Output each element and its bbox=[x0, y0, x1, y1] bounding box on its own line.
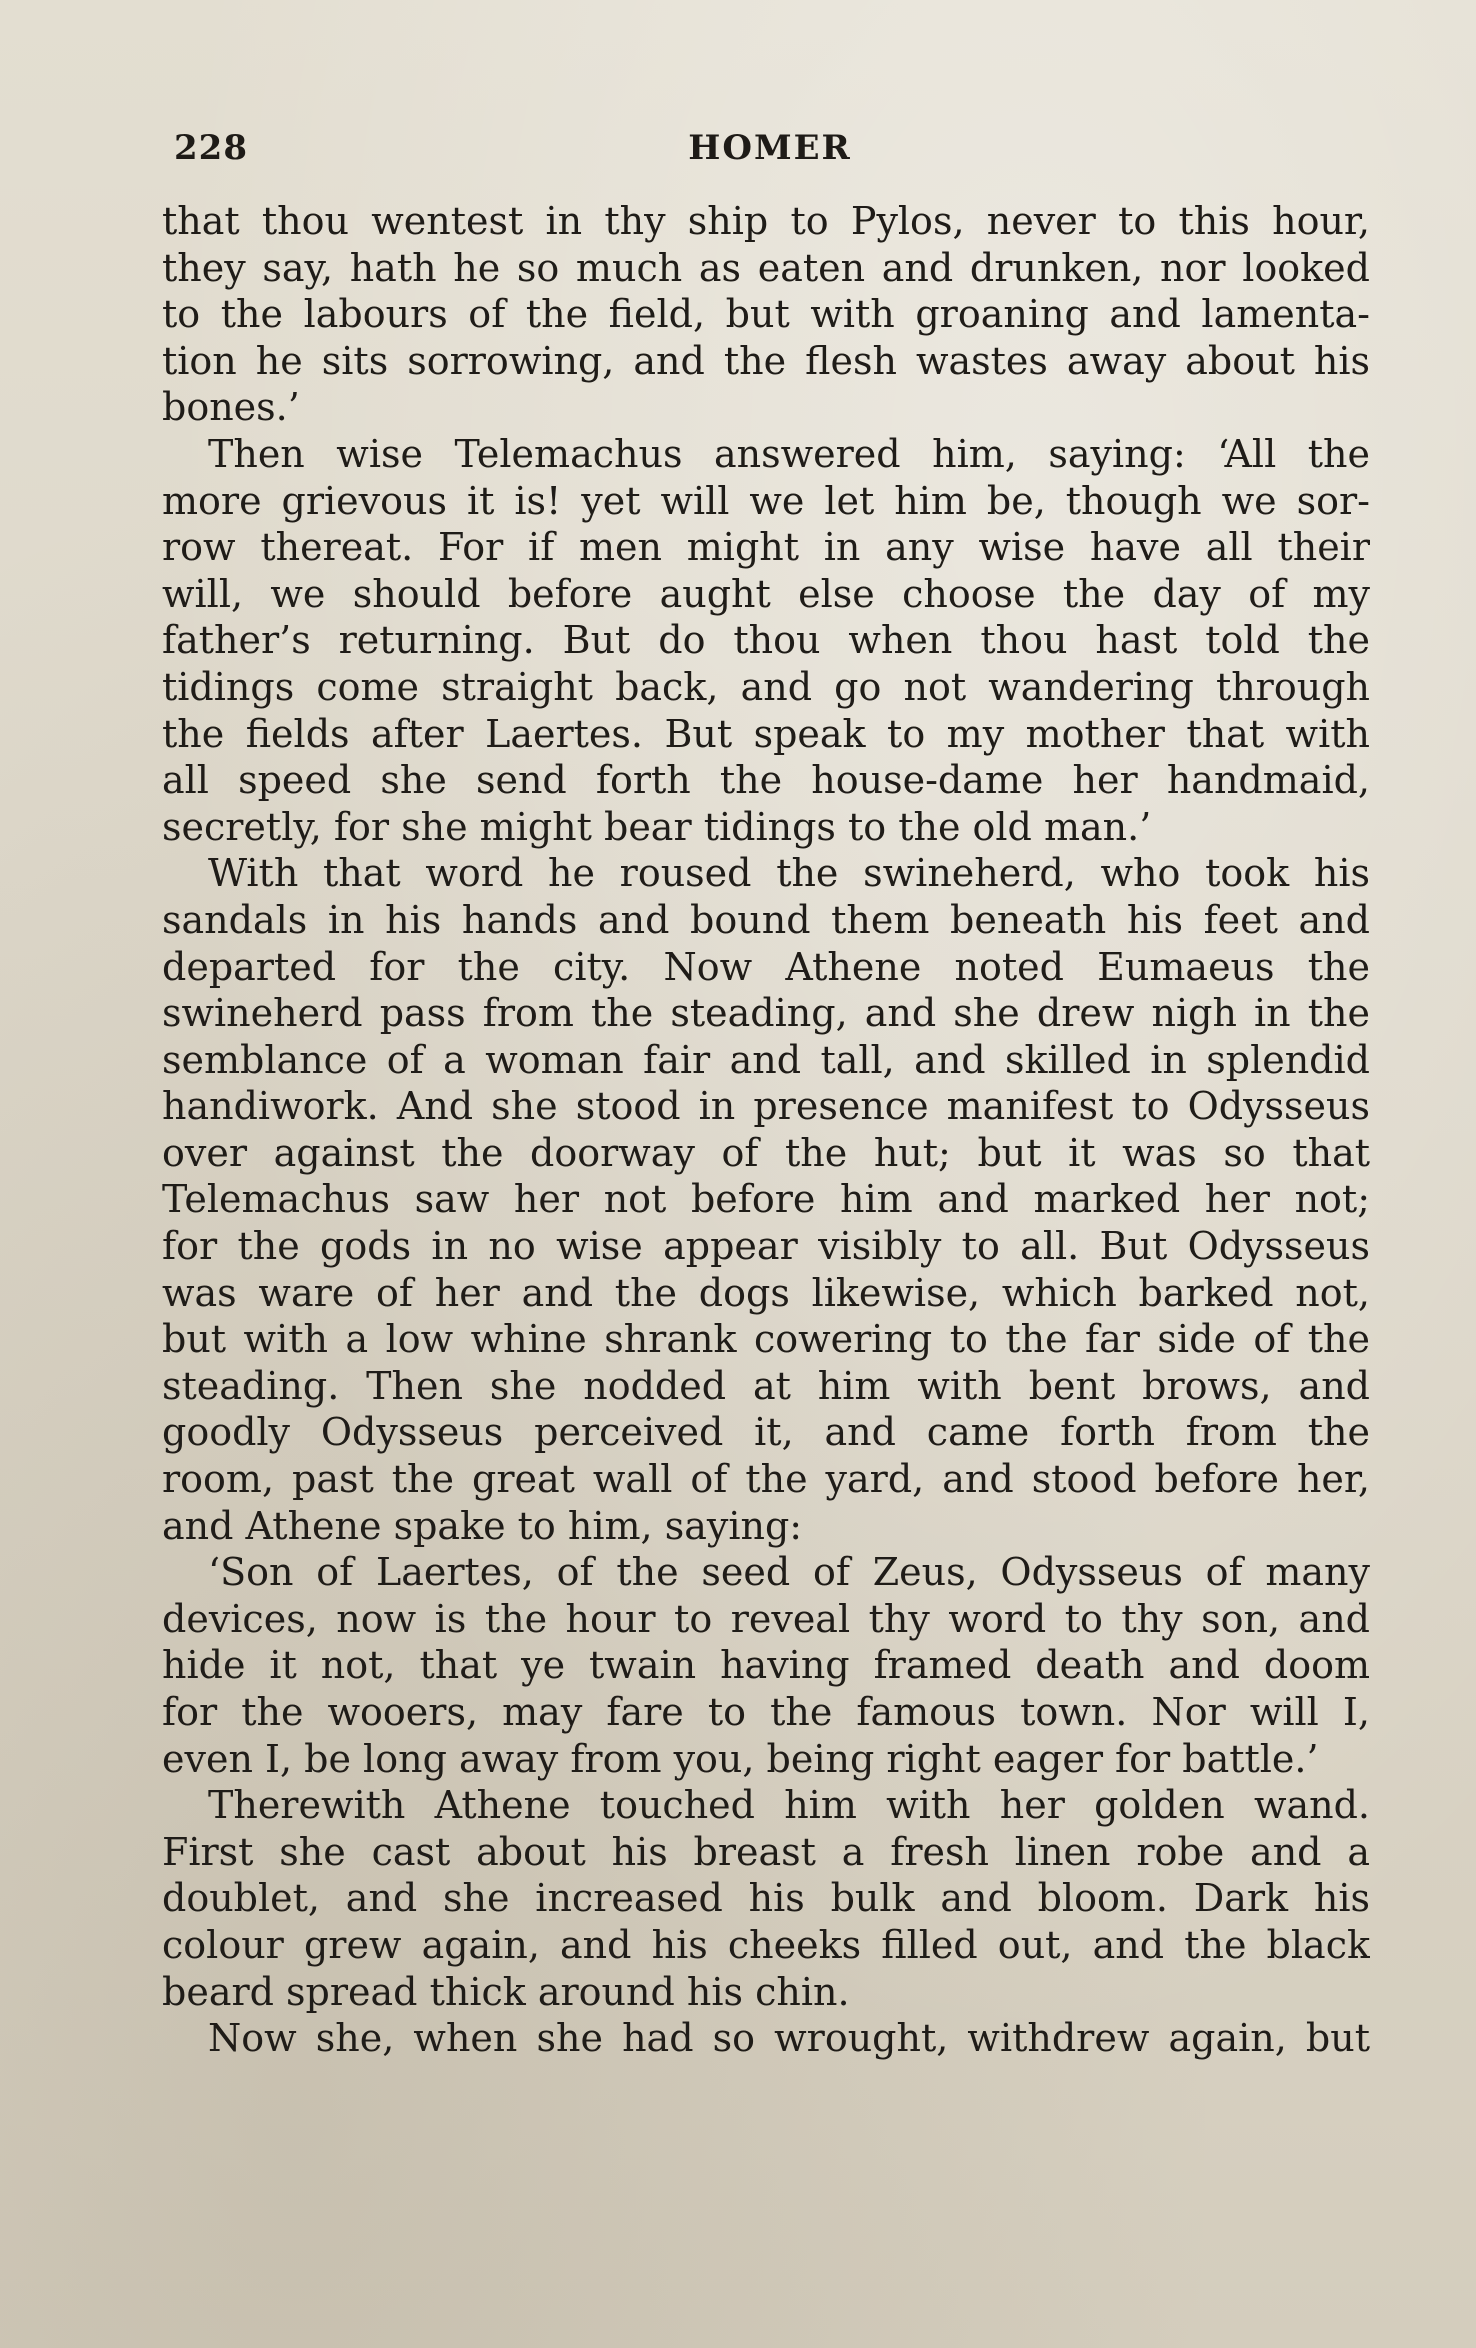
text-line: departed for the city. Now Athene noted Eumaeus the bbox=[162, 944, 1370, 989]
text-line: semblance of a woman fair and tall, and skilled in splendid bbox=[162, 1037, 1370, 1082]
text-line: steading. Then she nodded at him with bent brows, and bbox=[162, 1363, 1370, 1408]
text-line: and Athene spake to him, saying: bbox=[162, 1503, 803, 1548]
text-line: to the labours of the field, but with groaning and lamenta- bbox=[162, 292, 1370, 337]
text-line: the fields after Laertes. But speak to my mother that with bbox=[162, 711, 1370, 756]
text-line: that thou wentest in thy ship to Pylos, never to this hour, bbox=[162, 199, 1370, 243]
text-line: over against the doorway of the hut; but it was so that bbox=[162, 1130, 1370, 1175]
text-line: Telemachus saw her not before him and marked her not; bbox=[162, 1177, 1370, 1222]
running-head bbox=[170, 128, 1370, 176]
text-line: they say, hath he so much as eaten and drunken, nor looked bbox=[162, 245, 1370, 290]
text-line: tion he sits sorrowing, and the flesh wastes away about his bbox=[162, 338, 1370, 383]
text-line: row thereat. For if men might in any wise have all their bbox=[162, 525, 1370, 570]
text-line: for the wooers, may fare to the famous town. Nor will I, bbox=[162, 1690, 1370, 1734]
text-line: tidings come straight back, and go not wandering through bbox=[162, 664, 1370, 709]
text-line: goodly Odysseus perceived it, and came forth from the bbox=[162, 1410, 1370, 1455]
text-line: but with a low whine shrank cowering to the far side of the bbox=[162, 1317, 1370, 1362]
text-line: First she cast about his breast a fresh linen robe and a bbox=[162, 1829, 1370, 1874]
text-line: Now she, when she had so wrought, withdrew again, but bbox=[208, 2016, 1370, 2061]
text-line: swineherd pass from the steading, and she drew nigh in the bbox=[162, 991, 1370, 1036]
text-line: Therewith Athene touched him with her golden wand. bbox=[208, 1783, 1370, 1828]
text-line: colour grew again, and his cheeks filled out, and the black bbox=[162, 1922, 1370, 1967]
text-line: ‘Son of Laertes, of the seed of Zeus, Odysseus of many bbox=[208, 1550, 1370, 1595]
text-line: doublet, and she increased his bulk and bloom. Dark his bbox=[162, 1876, 1370, 1921]
text-line: room, past the great wall of the yard, and stood before her, bbox=[162, 1457, 1370, 1502]
text-line: more grievous it is! yet will we let him be, though we sor- bbox=[162, 478, 1370, 523]
text-line: With that word he roused the swineherd, who took his bbox=[208, 851, 1370, 896]
text-line: handiwork. And she stood in presence manifest to Odysseus bbox=[162, 1084, 1370, 1129]
text-line: all speed she send forth the house-dame her handmaid, bbox=[162, 758, 1370, 803]
text-line: even I, be long away from you, being right eager for battle.’ bbox=[162, 1736, 1319, 1781]
text-line: devices, now is the hour to reveal thy word to thy son, and bbox=[162, 1596, 1370, 1641]
text-line: sandals in his hands and bound them beneath his feet and bbox=[162, 897, 1370, 942]
text-line: was ware of her and the dogs likewise, which barked not, bbox=[162, 1270, 1370, 1315]
text-line: beard spread thick around his chin. bbox=[162, 1969, 850, 2014]
text-line: secretly, for she might bear tidings to the old man.’ bbox=[162, 804, 1152, 849]
text-line: Then wise Telemachus answered him, saying: ‘All the bbox=[208, 431, 1370, 476]
body-text bbox=[162, 198, 1370, 2062]
running-title: HOMER bbox=[688, 128, 852, 168]
page-number: 228 bbox=[174, 128, 248, 168]
text-line: for the gods in no wise appear visibly to all. But Odysseus bbox=[162, 1224, 1370, 1269]
text-line: bones.’ bbox=[162, 385, 300, 430]
text-line: father’s returning. But do thou when thou hast told the bbox=[162, 618, 1370, 663]
text-line: hide it not, that ye twain having framed death and doom bbox=[162, 1643, 1370, 1688]
text-line: will, we should before aught else choose the day of my bbox=[162, 571, 1370, 616]
